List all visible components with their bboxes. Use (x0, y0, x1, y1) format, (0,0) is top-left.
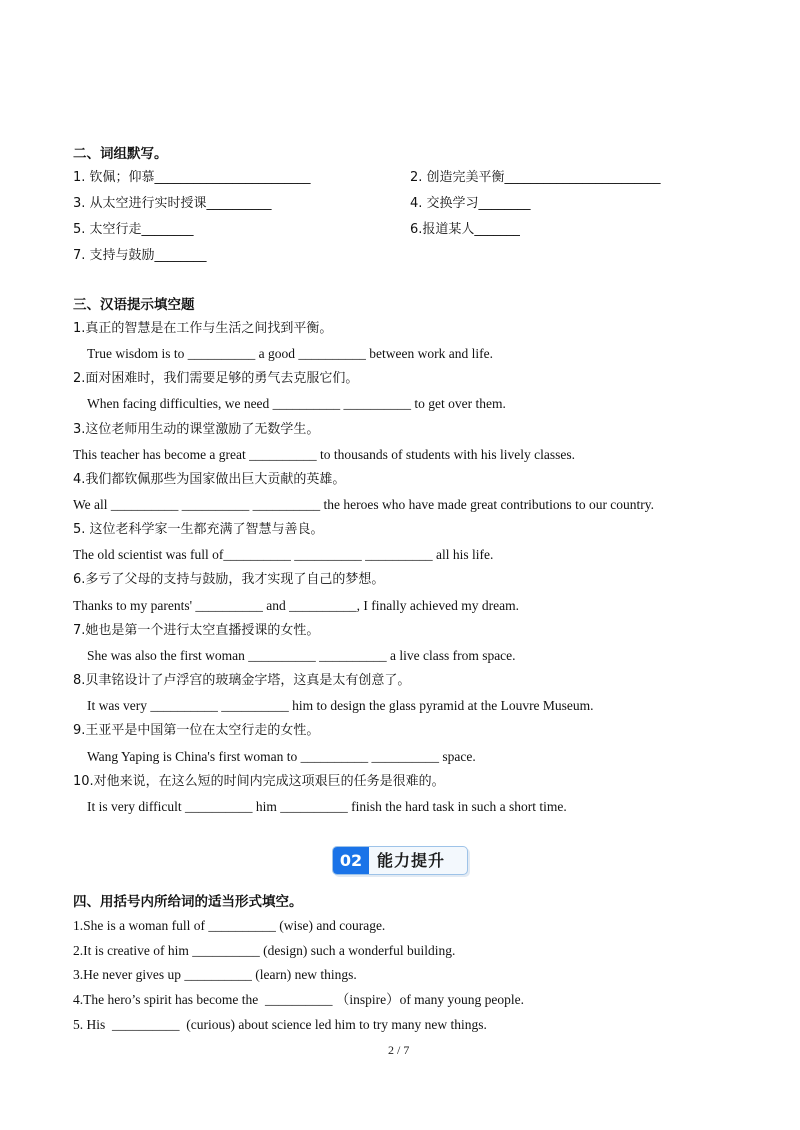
section3-heading: 三、汉语提示填空题 (73, 297, 195, 313)
section4-item-2: 2.It is creative of him __________ (design) such a wonderful building. (73, 943, 456, 958)
section3-item-10-en: It is very difficult __________ him __________ finish the hard task in such a short time. (87, 799, 567, 814)
section3-item-6-cn: 6.多亏了父母的支持与鼓励，我才实现了自己的梦想。 (73, 572, 385, 587)
section2-item-7: 7. 支持与鼓励________ (73, 248, 207, 263)
section-badge (332, 846, 468, 875)
section3-item-8-cn: 8.贝聿铭设计了卢浮宫的玻璃金字塔，这真是太有创意了。 (73, 673, 411, 688)
section3-item-9-en: Wang Yaping is China's first woman to __________ __________ space. (87, 749, 476, 764)
section2-item-3: 3. 从太空进行实时授课__________ (73, 196, 272, 211)
section3-item-5-en: The old scientist was full of__________ __________ __________ all his life. (73, 547, 494, 562)
section3-item-7-cn: 7.她也是第一个进行太空直播授课的女性。 (73, 623, 320, 638)
section3-item-9-cn: 9.王亚平是中国第一位在太空行走的女性。 (73, 723, 320, 738)
section3-item-7-en: She was also the first woman __________ __________ a live class from space. (87, 648, 516, 663)
section2-item-5: 5. 太空行走________ (73, 222, 194, 237)
section2-item-4: 4. 交换学习________ (410, 196, 531, 211)
section3-item-8-en: It was very __________ __________ him to design the glass pyramid at the Louvre Museum. (87, 698, 594, 713)
section-badge-number: 02 (333, 847, 369, 874)
page-number: 2 / 7 (388, 1043, 410, 1057)
section4-item-1: 1.She is a woman full of __________ (wise) and courage. (73, 918, 386, 933)
section3-item-1-en: True wisdom is to __________ a good __________ between work and life. (87, 346, 493, 361)
section3-item-3-cn: 3.这位老师用生动的课堂激励了无数学生。 (73, 422, 320, 437)
section3-item-3-en: This teacher has become a great __________ to thousands of students with his lively classes. (73, 447, 576, 462)
section2-item-6: 6.报道某人_______ (410, 222, 520, 237)
section2-item-1: 1. 钦佩；仰慕________________________ (73, 170, 311, 185)
section3-item-10-cn: 10.对他来说，在这么短的时间内完成这项艰巨的任务是很难的。 (73, 774, 445, 789)
section3-item-2-cn: 2.面对困难时，我们需要足够的勇气去克服它们。 (73, 371, 359, 386)
section3-item-6-en: Thanks to my parents' __________ and __________, I finally achieved my dream. (73, 598, 519, 613)
section4-item-4: 4.The hero’s spirit has become the __________ （inspire）of many young people. (73, 992, 525, 1007)
section2-item-2: 2. 创造完美平衡________________________ (410, 170, 661, 185)
section4-heading: 四、用括号内所给词的适当形式填空。 (73, 894, 303, 910)
section4-item-3: 3.He never gives up __________ (learn) new things. (73, 967, 357, 982)
section3-item-2-en: When facing difficulties, we need __________ __________ to get over them. (87, 396, 506, 411)
section-badge-title: 能力提升 (377, 851, 446, 870)
section4-item-5: 5. His __________ (curious) about science led him to try many new things. (73, 1017, 487, 1032)
section3-item-4-en: We all __________ __________ __________ the heroes who have made great contributions to our country. (73, 497, 655, 512)
section3-item-1-cn: 1.真正的智慧是在工作与生活之间找到平衡。 (73, 321, 333, 336)
section3-item-5-cn: 5. 这位老科学家一生都充满了智慧与善良。 (73, 522, 324, 537)
section2-heading: 二、词组默写。 (73, 146, 168, 162)
section3-item-4-cn: 4.我们都钦佩那些为国家做出巨大贡献的英雄。 (73, 472, 346, 487)
